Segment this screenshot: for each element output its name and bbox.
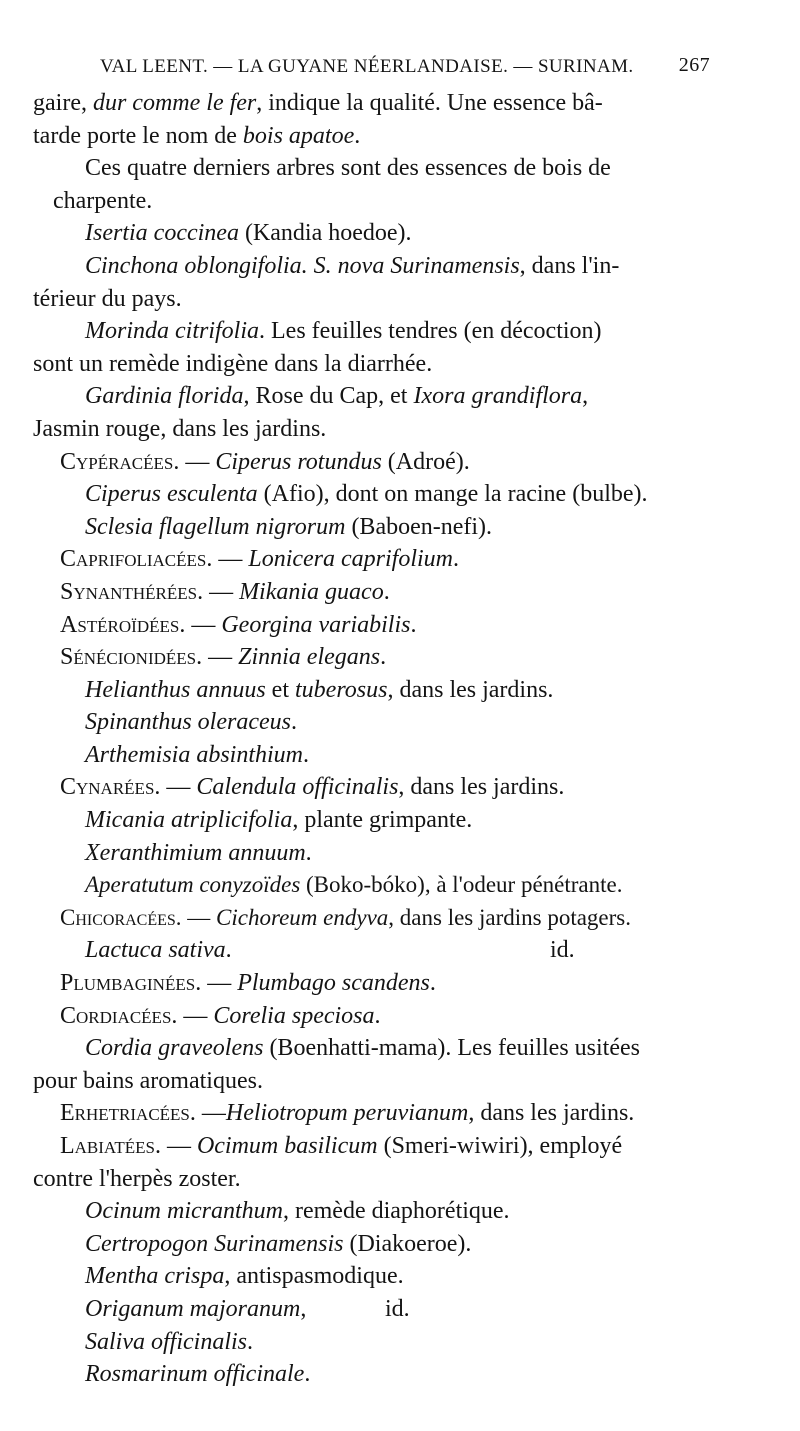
- family-name: Erhetriacées: [60, 1100, 190, 1127]
- family-entry: Chicoracées. — Cichoreum endyva, dans les jardins potagers.: [60, 904, 632, 930]
- family-entry: Synanthérées. — Mikania guaco.: [60, 578, 390, 605]
- page-number: 267: [678, 54, 710, 76]
- family-name: Astéroïdées: [60, 611, 180, 638]
- species-entry: Micania atriplicifolia, plante grimpante.: [85, 807, 473, 834]
- species-entry: Lactuca sativa. id.: [85, 937, 575, 964]
- family-name: Plumbaginées: [60, 970, 196, 997]
- species-entry: Ciperus esculenta (Afio), dont on mange la racine (bulbe).: [85, 481, 648, 508]
- page-body: [0, 87, 800, 1391]
- species-entry: Helianthus annuus et tuberosus, dans les jardins.: [85, 676, 554, 703]
- family-entry: Erhetriacées. —Heliotropum peruvianum, dans les jardins.: [60, 1100, 635, 1127]
- species-entry: Saliva officinalis.: [85, 1328, 253, 1355]
- family-name: Cordiacées: [60, 1002, 172, 1029]
- text-line: sont un remède indigène dans la diarrhée.: [33, 350, 433, 377]
- family-name: Caprifoliacées: [60, 546, 207, 573]
- species-entry: Origanum majoranum, id.: [85, 1295, 410, 1322]
- species-entry: Spinanthus oleraceus.: [85, 709, 297, 736]
- species-entry: Certropogon Surinamensis (Diakoeroe).: [85, 1230, 472, 1257]
- family-entry: Labiatées. — Ocimum basilicum (Smeri-wiwiri), employé: [60, 1133, 623, 1159]
- species-entry: Arthemisia absinthium.: [85, 741, 310, 768]
- family-name: Sénécionidées: [60, 644, 197, 671]
- text-line: charpente.: [53, 187, 153, 214]
- family-entry: Cordiacées. — Corelia speciosa.: [60, 1002, 381, 1029]
- species-entry: Cinchona oblongifolia. S. nova Surinamensis, dans l'in-: [85, 252, 620, 279]
- text-line: térieur du pays.: [33, 285, 182, 312]
- family-name: Labiatées: [60, 1133, 155, 1159]
- family-name: Cynarées: [60, 774, 155, 801]
- text-line: [0, 87, 710, 120]
- species-entry: Isertia coccinea (Kandia hoedoe).: [85, 220, 412, 247]
- family-name: Cypéracées: [60, 448, 174, 475]
- text-line: contre l'herpès zoster.: [33, 1165, 241, 1192]
- text-line: tarde porte le nom de bois apatoe.: [33, 122, 361, 149]
- family-entry: Astéroïdées. — Georgina variabilis.: [60, 611, 417, 638]
- species-entry: Gardinia florida, Rose du Cap, et Ixora grandiflora,: [85, 383, 589, 410]
- text-line: Jasmin rouge, dans les jardins.: [33, 415, 327, 442]
- species-entry: Cordia graveolens (Boenhatti-mama). Les feuilles usitées: [85, 1035, 640, 1062]
- family-name: Synanthérées: [60, 578, 198, 605]
- text-segment: gaire, dur comme le fer, indique la qualité. Une essence bâ-: [33, 90, 603, 116]
- family-name: Chicoracées: [60, 904, 176, 930]
- species-entry: Mentha crispa, antispasmodique.: [85, 1263, 404, 1290]
- family-entry: Plumbaginées. — Plumbago scandens.: [60, 970, 436, 997]
- text-line: pour bains aromatiques.: [33, 1067, 263, 1094]
- family-entry: Cynarées. — Calendula officinalis, dans les jardins.: [60, 774, 565, 801]
- species-entry: Sclesia flagellum nigrorum (Baboen-nefi).: [85, 513, 493, 540]
- species-entry: Xeranthimium annuum.: [85, 839, 312, 866]
- running-title: VAL LEENT. — LA GUYANE NÉERLANDAISE. — SURINAM.: [100, 56, 634, 77]
- family-entry: Sénécionidées. — Zinnia elegans.: [60, 644, 387, 671]
- species-entry: Ocinum micranthum, remède diaphorétique.: [85, 1198, 510, 1225]
- species-entry: Aperatutum conyzoïdes (Boko-bóko), à l'odeur pénétrante.: [85, 872, 623, 898]
- text-line: Ces quatre derniers arbres sont des essences de bois de: [85, 155, 611, 182]
- species-entry: Morinda citrifolia. Les feuilles tendres (en décoction): [85, 318, 602, 345]
- family-entry: Cypéracées. — Ciperus rotundus (Adroé).: [60, 448, 470, 475]
- running-header: [100, 52, 710, 84]
- species-entry: Rosmarinum officinale.: [85, 1361, 311, 1388]
- family-entry: Caprifoliacées. — Lonicera caprifolium.: [60, 546, 460, 573]
